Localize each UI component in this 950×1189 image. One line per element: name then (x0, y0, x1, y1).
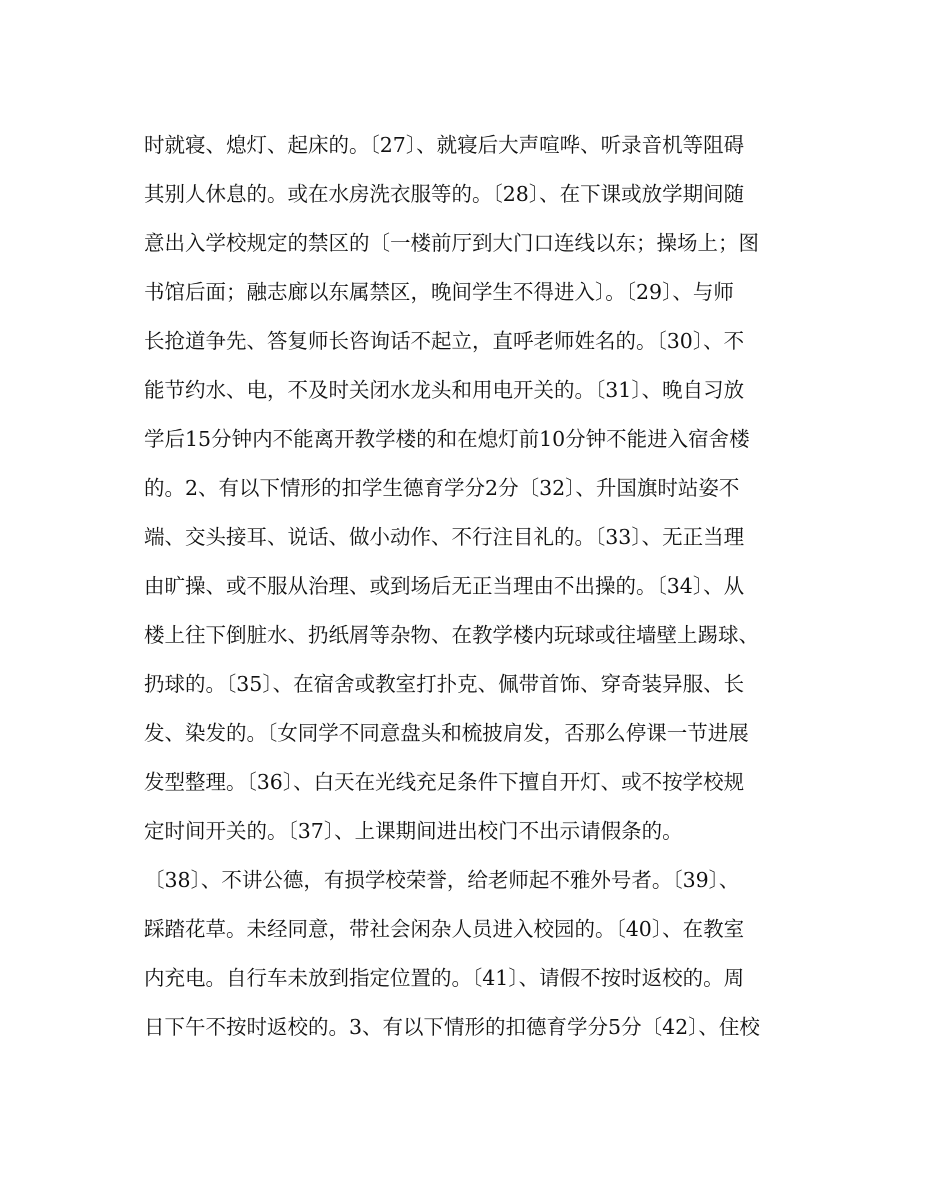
text-line: 扔球的。〔35〕、在宿舍或教室打扑克、佩带首饰、穿奇装异服、长 (144, 672, 745, 696)
text-line: 发型整理。〔36〕、白天在光线充足条件下擅自开灯、或不按学校规 (144, 770, 745, 794)
text-line: 端、交头接耳、说话、做小动作、不行注目礼的。〔33〕、无正当理 (144, 525, 745, 549)
text-line: 时就寝、熄灯、起床的。〔27〕、就寝后大声喧哗、听录音机等阻碍 (144, 133, 745, 157)
text-line: 由旷操、或不服从治理、或到场后无正当理由不出操的。〔34〕、从 (144, 574, 745, 598)
text-line: 踩踏花草。未经同意，带社会闲杂人员进入校园的。〔40〕、在教室 (144, 917, 745, 941)
text-line: 日下午不按时返校的。3、有以下情形的扣德育学分5分〔42〕、住校 (144, 1015, 760, 1039)
text-line: 能节约水、电，不及时关闭水龙头和用电开关的。〔31〕、晚自习放 (144, 378, 745, 402)
text-line: 定时间开关的。〔37〕、上课期间进出校门不出示请假条的。 (144, 819, 683, 843)
text-line: 意出入学校规定的禁区的〔一楼前厅到大门口连线以东；操场上；图 (144, 231, 759, 255)
text-line: 发、染发的。〔女同学不同意盘头和梳披肩发，否那么停课一节进展 (144, 721, 749, 745)
text-line: 内充电。自行车未放到指定位置的。〔41〕、请假不按时返校的。周 (144, 966, 745, 990)
text-line: 书馆后面；融志廊以东属禁区，晚间学生不得进入〕。〔29〕、与师 (144, 280, 734, 304)
text-line: 其别人休息的。或在水房洗衣服等的。〔28〕、在下课或放学期间随 (144, 182, 745, 206)
text-line: 学后15分钟内不能离开教学楼的和在熄灯前10分钟不能进入宿舍楼 (144, 427, 750, 451)
text-line: 〔38〕、不讲公德，有损学校荣誉，给老师起不雅外号者。〔39〕、 (144, 868, 740, 892)
text-line: 楼上往下倒脏水、扔纸屑等杂物、在教学楼内玩球或往墙壁上踢球、 (144, 623, 759, 647)
text-line: 长抢道争先、答复师长咨询话不起立，直呼老师姓名的。〔30〕、不 (144, 329, 745, 353)
text-line: 的。2、有以下情形的扣学生德育学分2分〔32〕、升国旗时站姿不 (144, 476, 740, 500)
